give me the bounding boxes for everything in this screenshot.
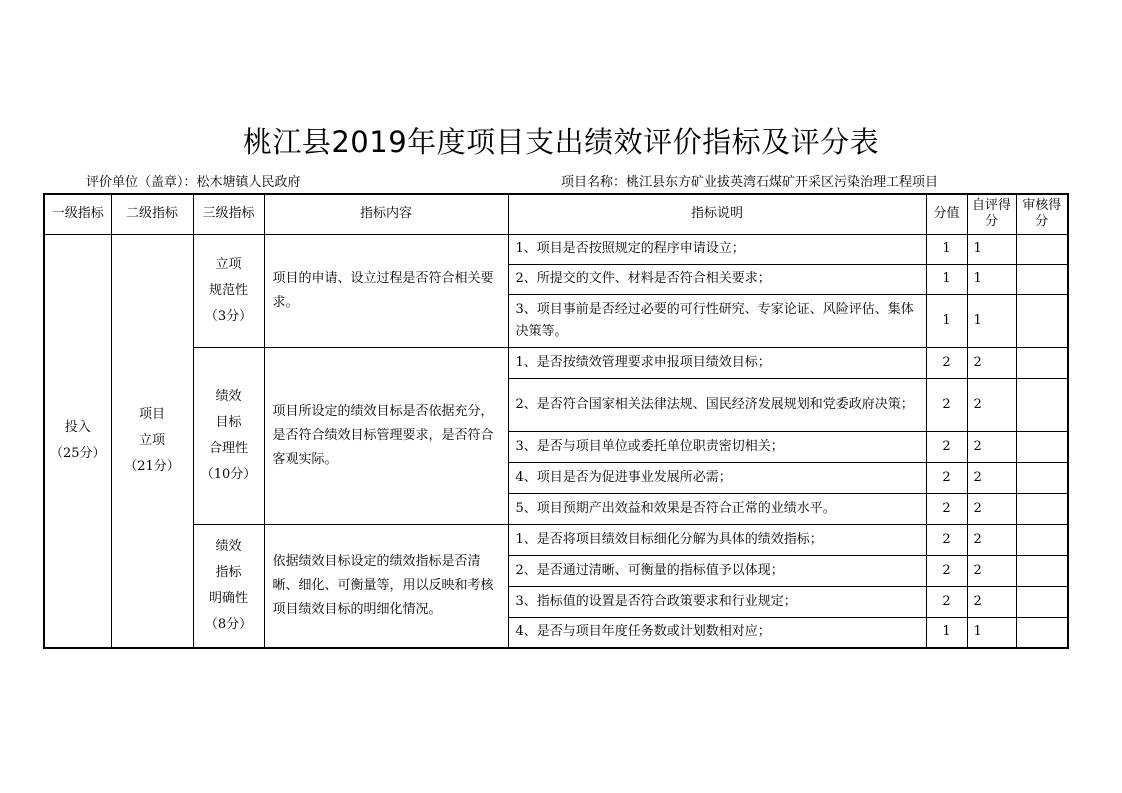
desc-cell: 2、所提交的文件、材料是否符合相关要求；: [508, 264, 926, 294]
score-cell: 2: [926, 555, 967, 586]
desc-cell: 4、是否与项目年度任务数或计划数相对应；: [508, 617, 926, 648]
score-cell: 1: [926, 294, 967, 347]
audit-score-cell: [1016, 294, 1068, 347]
score-cell: 2: [926, 378, 967, 431]
page-title: 桃江县2019年度项目支出绩效评价指标及评分表: [242, 125, 880, 159]
level3-cell: 立项 规范性 （3分）: [193, 234, 264, 347]
audit-score-cell: [1016, 234, 1068, 264]
table-row: [44, 347, 1068, 378]
header-level1: 一级指标: [44, 194, 111, 234]
audit-score-cell: [1016, 555, 1068, 586]
self-score-cell: 2: [967, 493, 1016, 524]
self-score-cell: 1: [967, 294, 1016, 347]
header-level3: 三级指标: [193, 194, 264, 234]
desc-cell: 3、指标值的设置是否符合政策要求和行业规定；: [508, 586, 926, 617]
level2-cell: 项目 立项 （21分）: [111, 234, 193, 648]
content-cell: 依据绩效目标设定的绩效指标是否清晰、细化、可衡量等，用以反映和考核项目绩效目标的明细化情况。: [264, 524, 508, 648]
score-cell: 2: [926, 347, 967, 378]
self-score-cell: 1: [967, 264, 1016, 294]
self-score-cell: 1: [967, 617, 1016, 648]
self-score-cell: 2: [967, 378, 1016, 431]
desc-cell: 4、项目是否为促进事业发展所必需；: [508, 462, 926, 493]
self-score-cell: 1: [967, 234, 1016, 264]
audit-score-cell: [1016, 378, 1068, 431]
score-cell: 2: [926, 586, 967, 617]
header-self: 自评得分: [967, 194, 1016, 234]
score-cell: 1: [926, 234, 967, 264]
desc-cell: 3、是否与项目单位或委托单位职责密切相关；: [508, 431, 926, 462]
level3-cell: 绩效 指标 明确性 （8分）: [193, 524, 264, 648]
audit-score-cell: [1016, 264, 1068, 294]
score-cell: 1: [926, 617, 967, 648]
self-score-cell: 2: [967, 462, 1016, 493]
audit-score-cell: [1016, 493, 1068, 524]
self-score-cell: 2: [967, 431, 1016, 462]
desc-cell: 1、是否按绩效管理要求申报项目绩效目标；: [508, 347, 926, 378]
content-cell: 项目所设定的绩效目标是否依据充分，是否符合绩效目标管理要求，是否符合客观实际。: [264, 347, 508, 524]
self-score-cell: 2: [967, 586, 1016, 617]
desc-cell: 2、是否符合国家相关法律法规、国民经济发展规划和党委政府决策；: [508, 378, 926, 431]
header-row: [44, 194, 1068, 234]
content-cell: 项目的申请、设立过程是否符合相关要求。: [264, 234, 508, 347]
level1-cell: 投入 （25分）: [44, 234, 111, 648]
score-table: [43, 193, 1069, 649]
desc-cell: 3、项目事前是否经过必要的可行性研究、专家论证、风险评估、集体决策等。: [508, 294, 926, 347]
audit-score-cell: [1016, 586, 1068, 617]
level3-cell: 绩效 目标 合理性 （10分）: [193, 347, 264, 524]
audit-score-cell: [1016, 462, 1068, 493]
score-cell: 2: [926, 431, 967, 462]
score-cell: 2: [926, 493, 967, 524]
self-score-cell: 2: [967, 347, 1016, 378]
header-desc: 指标说明: [508, 194, 926, 234]
header-content: 指标内容: [264, 194, 508, 234]
desc-cell: 2、是否通过清晰、可衡量的指标值予以体现；: [508, 555, 926, 586]
header-score: 分值: [926, 194, 967, 234]
audit-score-cell: [1016, 431, 1068, 462]
audit-score-cell: [1016, 347, 1068, 378]
header-audit: 审核得分: [1016, 194, 1068, 234]
score-cell: 2: [926, 462, 967, 493]
audit-score-cell: [1016, 524, 1068, 555]
self-score-cell: 2: [967, 555, 1016, 586]
project-name: 项目名称：桃江县东方矿业拔英湾石煤矿开采区污染治理工程项目: [561, 175, 939, 190]
desc-cell: 1、是否将项目绩效目标细化分解为具体的绩效指标；: [508, 524, 926, 555]
table-row: [44, 524, 1068, 555]
desc-cell: 5、项目预期产出效益和效果是否符合正常的业绩水平。: [508, 493, 926, 524]
score-cell: 1: [926, 264, 967, 294]
score-cell: 2: [926, 524, 967, 555]
table-row: [44, 234, 1068, 264]
evaluator-unit: 评价单位（盖章）：松木塘镇人民政府: [86, 175, 301, 190]
desc-cell: 1、项目是否按照规定的程序申请设立；: [508, 234, 926, 264]
audit-score-cell: [1016, 617, 1068, 648]
self-score-cell: 2: [967, 524, 1016, 555]
header-level2: 二级指标: [111, 194, 193, 234]
